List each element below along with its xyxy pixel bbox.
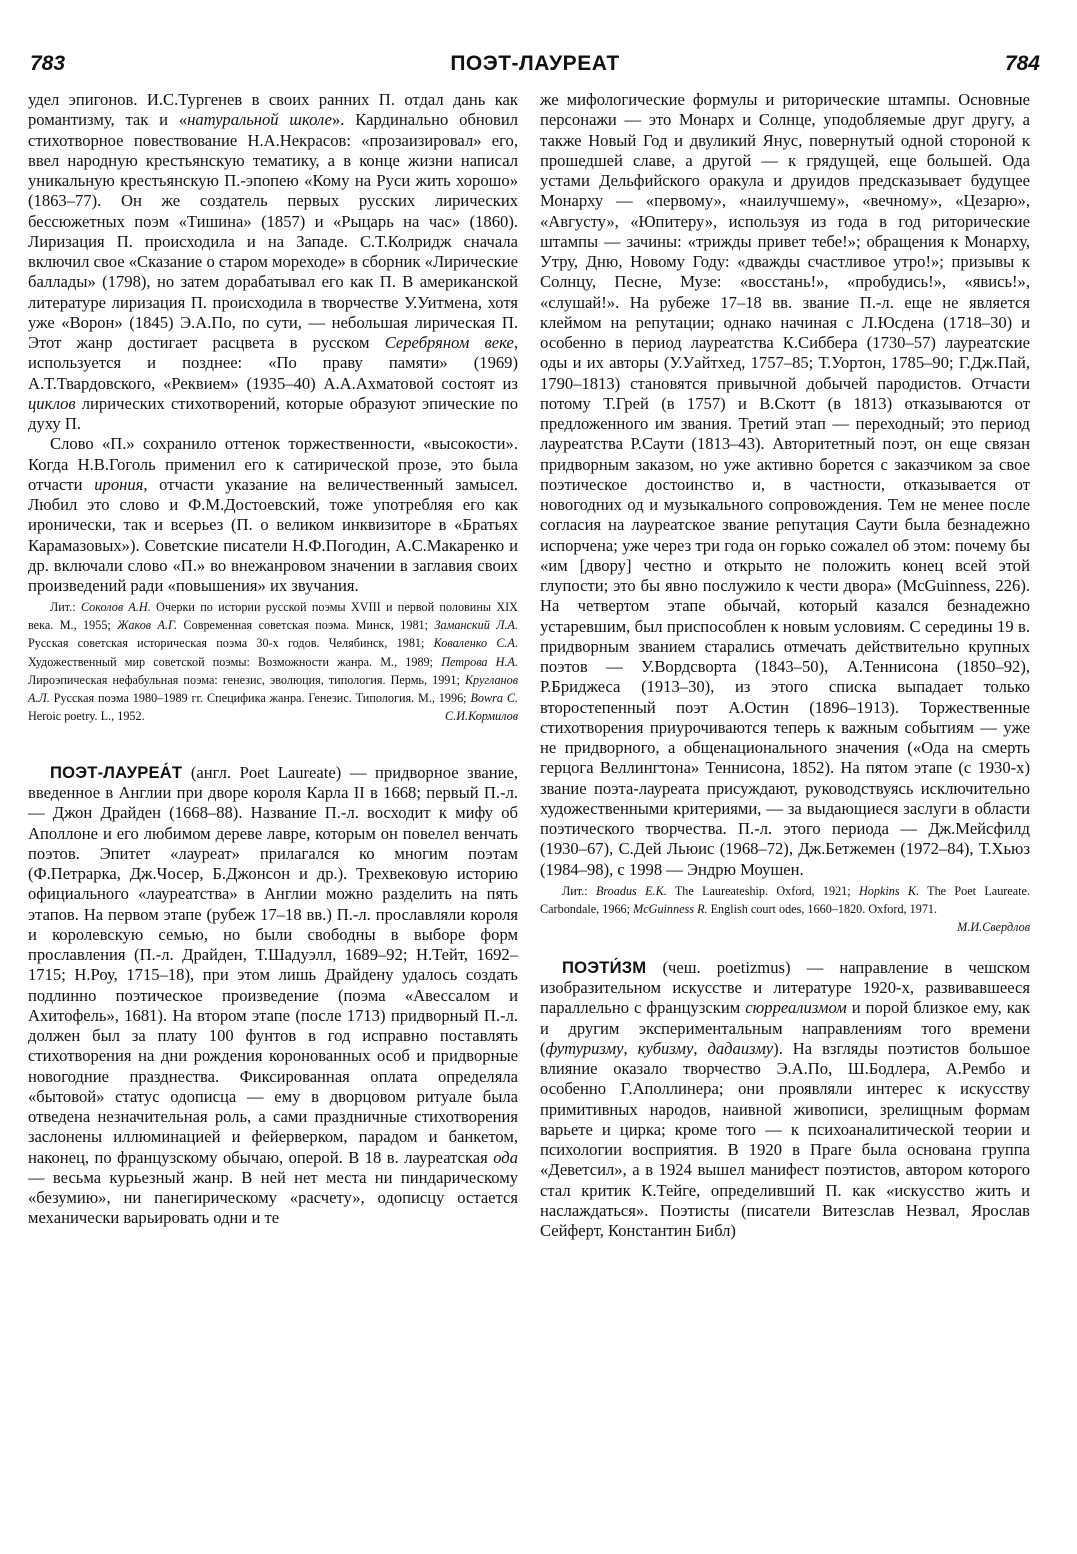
paragraph: Слово «П.» сохранило оттенок торжественности, «высокости». Когда Н.В.Гоголь применил его к сатирической прозе, это была отчасти ирония, отчасти указание на величественный замысел. Любил это слово и Ф.М.Достоевский, тоже употребляя его как иронически, так и всерьез (П. о великом инквизиторе в «Братьях Карамазовых»). Советские писатели Н.Ф.Погодин, А.С.Макаренко и др. включали слово «П.» во внежанровом значении в заглавия своих произведений ради «повышения» их звучания. <box>28 434 518 595</box>
paragraph: же мифологические формулы и риторические штампы. Основные персонажи — это Монарх и Солнце, уподобляемые друг другу, а также Новый Год и двуликий Янус, повернутый одной стороной к прошедшей славе, а другой — к грядущей, еще большей. Ода устами Дельфийского оракула и друидов предсказывает будущее Монарху — «первому», «наилучшему», «вечному», «Цезарю», «Августу», «Юпитеру», используя из года в год риторические штампы — зачины: «трижды привет тебе!»; обращения к Монарху, Утру, Дню, Новому Году: «дважды счастливое утро!»; призывы к Солнцу, Песне, Музе: «восстань!», «пробудись!», «явись!», «слушай!». На рубеже 17–18 вв. звание П.-л. еще не является клеймом на репутации; однако начиная с Л.Юсдена (1718–30) и особенно в период лауреатства К.Сиббера (1730–57) лауреатские оды и их авторы (У.Уайтхед, 1757–85; Т.Уортон, 1785–90; Г.Дж.Пай, 1790–1813) становятся привычной добычей пародистов. Отчасти потому Т.Грей (в 1757) и В.Скотт (в 1813) отказываются от предложенного им звания. Третий этап — переходный; это период лауреатства Р.Саути (1813–43). Авторитетный поэт, он еще связан придворным заказом, но уже активно борется с заказчиком за свое поэтическое достоинство и, в частности, отказывается от новогодних од и музыкального сопровождения. Тем не менее после согласия на лауреатское звание репутация Саути была безнадежно испорчена; уже через три года он горько сожалел об этом: почему бы «им [двору] честно и открыто не положить конец всей этой глупости; это бы явно послужило к чести двора» (McGuinness, 226). На четвертом этапе обычай, который казался безнадежно устаревшим, был приспособлен к новым условиям. С середины 19 в. придворным званием старались отмечать действительно крупных поэтов — У.Вордсворта (1843–50), А.Теннисона (1850–92), Р.Бриджеса (1913–30), из этого списка выпадает только второстепенный поэт А.Остин (1896–1913). Торжественные стихотворения приурочиваются теперь к важным событиям — уже не придворного, а общенационального значения («Ода на смерть герцога Веллингтона» Теннисона, 1852). На пятом этапе (с 1930-х) звание поэта-лауреата присуждают, руководствуясь исключительно художественными критериями, — за выдающиеся заслуги в области поэтического творчества. П.-л. этого периода — Дж.Мейсфилд (1930–67), С.Дей Льюис (1968–72), Дж.Бетжемен (1972–84), Т.Хьюз (1984–98), с 1998 — Эндрю Моушен. <box>540 90 1030 879</box>
cross-reference-link[interactable]: футуризму <box>545 1038 624 1058</box>
page-number-right: 784 <box>1004 52 1040 75</box>
cross-reference-link[interactable]: натуральной школе <box>187 110 332 130</box>
cross-reference-link[interactable]: ода <box>493 1147 518 1167</box>
author-signature: М.И.Свердлов <box>957 919 1030 934</box>
author-signature: С.И.Кормилов <box>445 708 518 723</box>
cross-reference-link[interactable]: кубизму <box>637 1038 694 1058</box>
bibliography: Лит.: Соколов А.Н. Очерки по истории русской поэмы XVIII и первой половины XIX века. М., 1955; Жаков А.Г. Современная советская поэма. Минск, 1981; Заманский Л.А. Русская советская историческая поэма 30-х годов. Челябинск, 1981; Коваленко С.А. Художественный мир советской поэмы: Возможности жанра. М., 1989; Петрова Н.А. Лироэпическая нефабульная поэма: генезис, эволюция, типология. Пермь, 1991; Кругланов А.Л. Русская поэма 1980–1989 гг. Специфика жанра. Генезис. Типология. М., 1996; Bowra C. Heroic poetry. L., 1952. С.И.Кормилов <box>28 598 518 725</box>
cross-reference-link[interactable]: циклов <box>28 393 76 413</box>
page-number-left: 783 <box>30 52 66 75</box>
running-title: ПОЭТ-ЛАУРЕАТ <box>450 52 620 75</box>
cross-reference-link[interactable]: ирония <box>94 474 144 494</box>
entry-paragraph: ПОЭТИ́ЗМ (чеш. poetizmus) — направление в чешском изобразительном искусстве и литературе 1920-х, развивавшееся параллельно с французским сюрреализмом и порой близкое ему, как и другим экспериментальным направлениям того времени (футуризму, кубизму, дадаизму). На взгляды поэтистов большое влияние оказало творчество Э.А.По, Ш.Бодлера, А.Рембо и особенно Г.Аполлинера; они проявляли интерес к искусству примитивных народов, наивной живописи, зрелищным формам варьете и цирка; кроме того — к психоаналитической теории и психологии восприятия. В 1920 в Праге была основана группа «Деветсил», а в 1924 вышел манифест поэтистов, автором которого стал критик К.Тейге, определивший П. как «искусство жить и наслаждаться». Поэтисты (писатели Витезслав Незвал, Ярослав Сейферт, Константин Библ) <box>540 957 1031 1241</box>
entry-headword: ПОЭТ-ЛАУРЕА́Т <box>50 762 183 782</box>
entry-headword: ПОЭТИ́ЗМ <box>562 957 647 977</box>
paragraph: удел эпигонов. И.С.Тургенев в своих ранних П. отдал дань как романтизму, так и «натуральной школе». Кардинально обновил стихотворное повествование Н.А.Некрасов: «прозаизировал» его, ввел народную крестьянскую тематику, а в конце жизни написал уникальную крестьянскую П.-эпопею «Кому на Руси жить хорошо» (1863–77). Он же создатель первых русских лирических бессюжетных поэм «Тишина» (1857) и «Рыцарь на час» (1860). Лиризация П. происходила и на Западе. С.Т.Колридж сначала включил свое «Сказание о старом мореходе» в сборник «Лирические баллады» (1798), но затем дорабатывал его как П. В американской литературе лиризация П. происходила в творчестве У.Уитмена, хотя уже «Ворон» (1845) Э.А.По, по сути, — небольшая лирическая П. Этот жанр достигает расцвета в русском Серебряном веке, используется и позднее: «По праву памяти» (1969) А.Т.Твардовского, «Реквием» (1935–40) А.А.Ахматовой состоят из циклов лирических стихотворений, которые образуют эпические по духу П. <box>28 90 519 433</box>
page-header <box>30 52 1040 86</box>
cross-reference-link[interactable]: дадаизму <box>707 1038 774 1058</box>
left-column <box>28 90 518 1229</box>
entry-paragraph: ПОЭТ-ЛАУРЕА́Т (англ. Poet Laureate) — придворное звание, введенное в Англии при дворе короля Карла II в 1668; первый П.-л. — Джон Драйден (1668–88). Название П.-л. восходит к мифу об Аполлоне и его любимом дереве лавре, которым он повелел венчать поэтов. Эпитет «лауреат» прилагался ко многим поэтам (Ф.Петрарка, Дж.Чосер, Б.Джонсон и др.). Трехвековую историю официального «лауреатства» в Англии можно разделить на пять этапов. На первом этапе (рубеж 17–18 вв.) П.-л. прославляли короля и королевскую семью, но были свободны в выборе форм прославления (П.-л. Драйден, Т.Шадуэлл, 1689–92; Н.Тейт, 1692–1715; Н.Роу, 1715–18), при этом лишь Драйдену удалось создать подлинно поэтическое произведение (поэма «Авессалом и Ахитофель», 1681). На втором этапе (после 1713) придворный П.-л. должен был за плату 100 фунтов в год исправно поставлять стихотворения на дни рождения коронованных особ и придворные новогодние празднества. Фиксированная оплата определяла «бытовой» статус одописца — ему в дворцовом ритуале была отведена незначительная роль, а сами праздничные стихотворения заслонены иллюминацией и фейерверком, парадом и банкетом, наконец, по французскому обычаю, оперой. В 18 в. лауреатская ода — весьма курьезный жанр. В ней нет места ни пиндарическому «безумию», ни панегирическому «расчету», одописцу остается механически варьировать одни и те <box>28 762 518 1228</box>
bibliography: Лит.: Broadus E.K. The Laureateship. Oxford, 1921; Hopkins K. The Poet Laureate. Carbondale, 1966; McGuinness R. English court odes, 1660–1820. Oxford, 1971. М.И.Свердлов <box>540 882 1030 918</box>
cross-reference-link[interactable]: сюрреализмом <box>745 998 847 1018</box>
cross-reference-link[interactable]: Серебряном веке <box>384 333 514 352</box>
right-column <box>540 90 1030 1241</box>
